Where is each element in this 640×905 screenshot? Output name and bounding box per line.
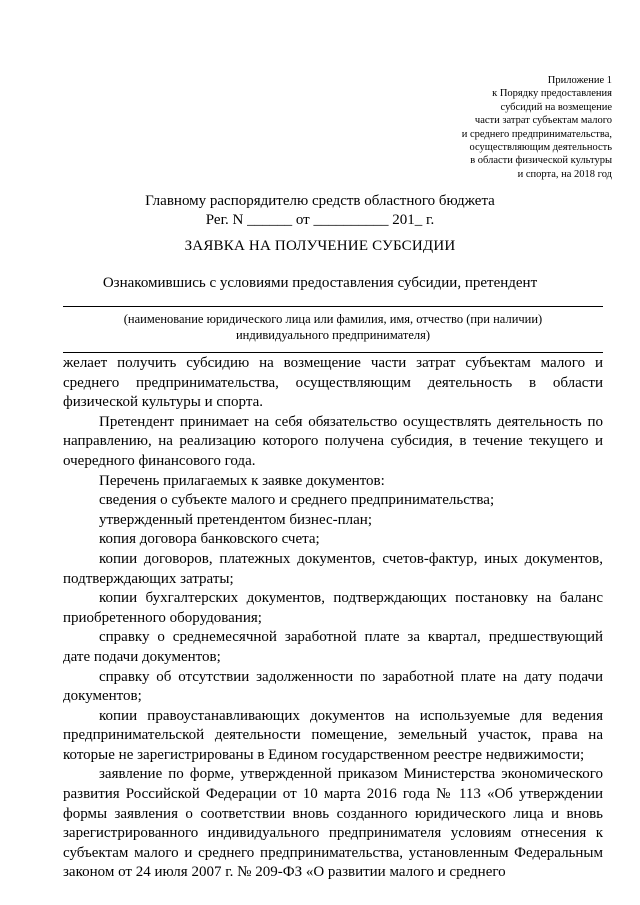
appendix-line: в области физической культуры [470, 155, 612, 167]
list-item: справку об отсутствии задолженности по заработной плате на дату подачи документов; [63, 668, 603, 705]
applicant-name-line-2 [63, 352, 603, 353]
intro-line: Ознакомившись с условиями предоставления субсидии, претендент [102, 275, 538, 291]
appendix-line: и спорта, на 2018 год [517, 168, 612, 180]
list-item: копия договора банковского счета; [99, 531, 320, 548]
appendix-line: части затрат субъектам малого [474, 115, 612, 127]
document-body [63, 354, 603, 883]
appendix-line: осуществляющим деятельность [469, 142, 612, 154]
list-item: заявление по форме, утвержденной приказом Министерства экономического развития Российской Федерации от 10 марта 2016 года № 113 «Об утверждении формы заявления о соответствии вновь созданного юридического лица и вновь зарегистрированного индивидуального предпринимателя условиям отнесения к субъектам малого и среднего предпринимательства, установленным Федеральным законом от 24 июля 2007 г. № 209-ФЗ «О развитии малого и среднего [63, 766, 603, 881]
list-item: копии бухгалтерских документов, подтверждающих постановку на баланс приобретенного оборудования; [63, 590, 603, 626]
appendix-line: к Порядку предоставления [492, 88, 612, 100]
applicant-name-caption [63, 311, 603, 343]
list-item: сведения о субъекте малого и среднего предпринимательства; [99, 492, 495, 509]
list-item: копии договоров, платежных документов, счетов-фактур, иных документов, подтверждающих затраты; [63, 550, 603, 587]
applicant-name-line [63, 306, 603, 307]
paragraph: желает получить субсидию на возмещение части затрат субъектам малого и среднего предпринимательства, осуществляющим деятельность в области физической культуры и спорта. [63, 355, 603, 411]
list-item: утвержденный претендентом бизнес-план; [99, 511, 372, 528]
caption-line: индивидуального предпринимателя) [235, 328, 431, 342]
appendix-line: субсидий на возмещение [500, 101, 612, 113]
list-item: копии правоустанавливающих документов на используемые для ведения предпринимательской деятельности помещение, земельный участок, права на которые не зарегистрированы в Едином государственном реестре недвижимости; [63, 707, 603, 763]
list-item: справку о среднемесячной заработной плате за квартал, предшествующий дате подачи документов; [63, 629, 603, 665]
appendix-block [382, 74, 612, 181]
paragraph: Претендент принимает на себя обязательство осуществлять деятельность по направлению, на реализацию которого получена субсидия, в течение текущего и очередного финансового года. [63, 413, 603, 469]
caption-line: (наименование юридического лица или фамилия, имя, отчество (при наличии) [123, 312, 543, 326]
appendix-line: Приложение 1 [547, 75, 612, 86]
addressee-line: Главному распорядителю средств областного бюджета [145, 193, 495, 209]
appendix-line: и среднего предпринимательства, [461, 128, 612, 140]
registration-line: Рег. N ______ от __________ 201_ г. [205, 212, 435, 228]
paragraph: Перечень прилагаемых к заявке документов: [99, 472, 385, 489]
document-title: ЗАЯВКА НА ПОЛУЧЕНИЕ СУБСИДИИ [184, 238, 456, 254]
